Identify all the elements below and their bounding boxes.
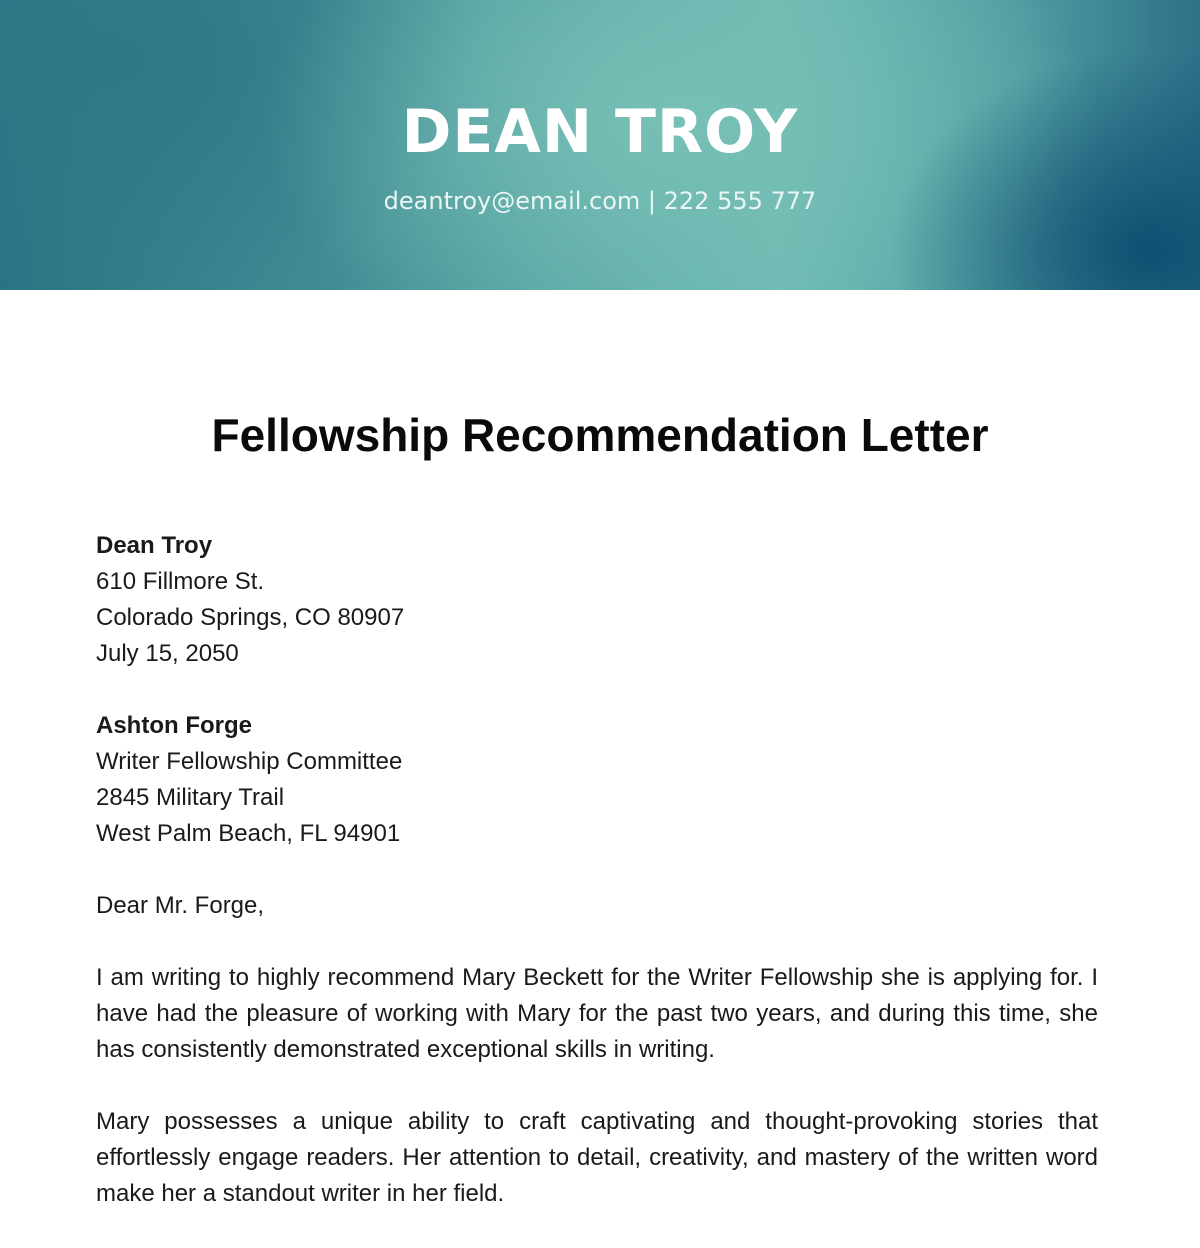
header-banner [0,0,1200,290]
sender-name: Dean Troy [96,532,213,559]
header-name: DEAN TROY [401,97,799,167]
sender-city: Colorado Springs, CO 80907 [96,604,405,631]
recipient-city: West Palm Beach, FL 94901 [96,820,401,847]
recipient-name: Ashton Forge [96,712,252,739]
sender-address-block [96,528,1098,672]
letter-date: July 15, 2050 [96,640,239,667]
body-paragraph-2: Mary possesses a unique ability to craft captivating and thought-provoking stories that effortlessly engage readers. Her attention to detail, creativity, and mastery of the written word make her a standout writer in her field. [96,1108,1098,1207]
header-contact: deantroy@email.com | 222 555 777 [383,187,817,215]
recipient-organization: Writer Fellowship Committee [96,748,403,775]
letter-body [96,528,1098,1248]
recipient-street: 2845 Military Trail [96,784,285,811]
salutation: Dear Mr. Forge, [96,892,265,919]
letter-title: Fellowship Recommendation Letter [211,409,989,461]
sender-street: 610 Fillmore St. [96,568,265,595]
recipient-address-block [96,708,1098,852]
body-paragraph-1: I am writing to highly recommend Mary Beckett for the Writer Fellowship she is applying for. I have had the pleasure of working with Mary for the past two years, and during this time, she has consistently demonstrated exceptional skills in writing. [96,964,1098,1063]
